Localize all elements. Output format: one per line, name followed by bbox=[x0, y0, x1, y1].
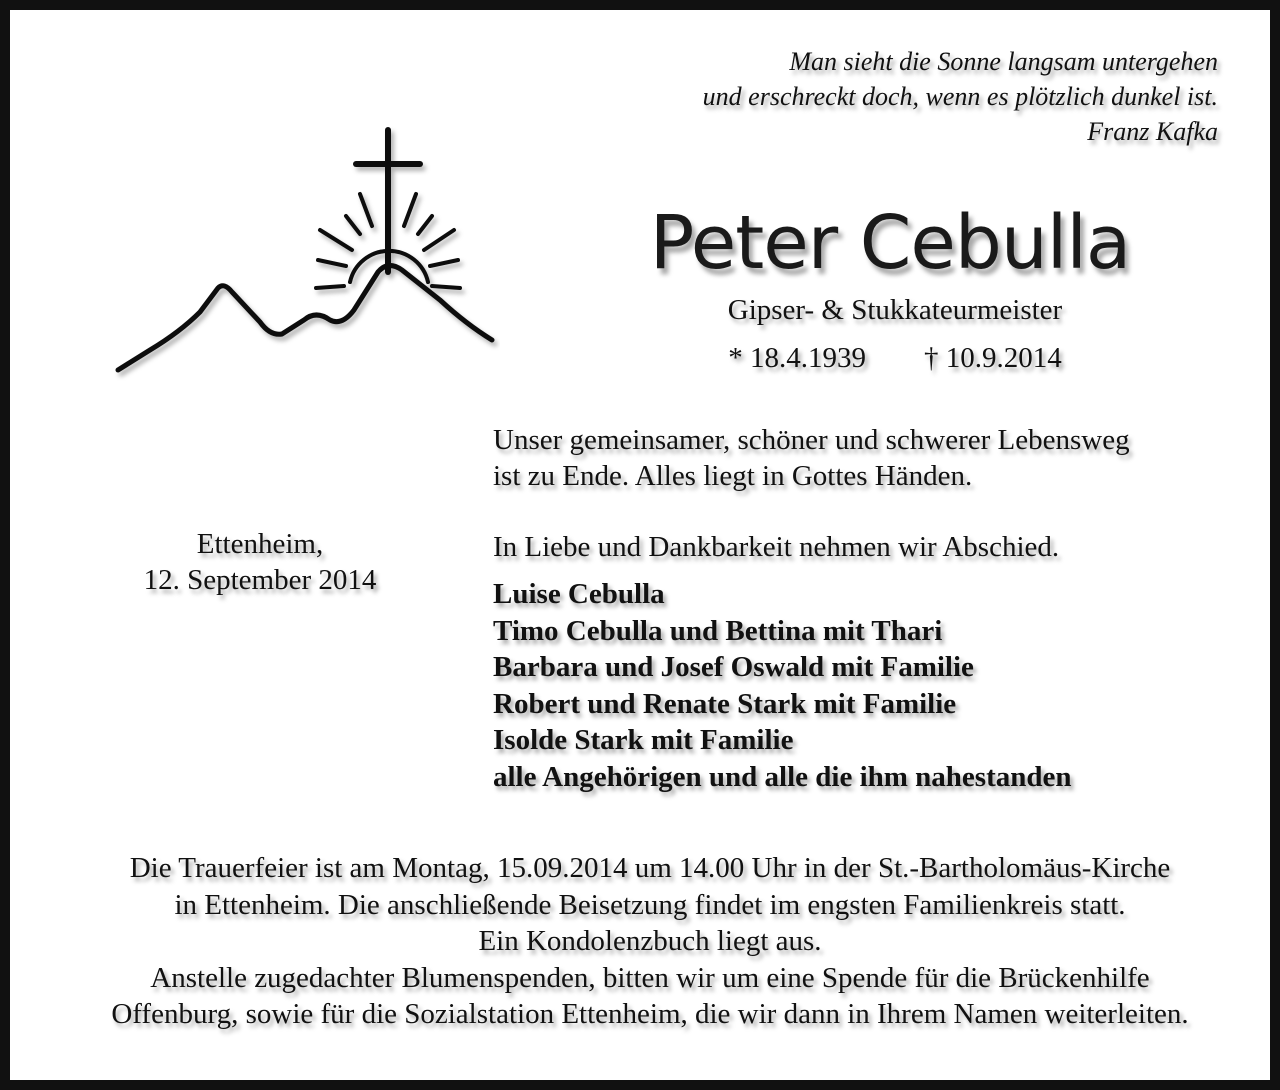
message-block bbox=[493, 422, 1253, 565]
mourner-item: Isolde Stark mit Familie bbox=[493, 724, 794, 757]
quote-line-2: und erschreckt doch, wenn es plötzlich dunkel ist. bbox=[702, 82, 1218, 111]
place-date: 12. September 2014 bbox=[143, 564, 377, 596]
birth-date: * 18.4.1939 bbox=[728, 342, 866, 374]
message-line-1: Unser gemeinsamer, schöner und schwerer Lebensweg bbox=[493, 424, 1130, 456]
quote-block bbox=[518, 44, 1218, 149]
mourners-list bbox=[493, 576, 1253, 796]
mourner-item: Robert und Renate Stark mit Familie bbox=[493, 687, 957, 720]
farewell-line: In Liebe und Dankbarkeit nehmen wir Abschied. bbox=[493, 531, 1060, 563]
footer-line-5: Offenburg, sowie für die Sozialstation Ettenheim, die wir dann in Ihrem Namen weiterleiten. bbox=[111, 998, 1189, 1030]
place-city: Ettenheim, bbox=[196, 528, 324, 560]
footer-line-4: Anstelle zugedachter Blumenspenden, bitten wir um eine Spende für die Brückenhilfe bbox=[150, 961, 1150, 994]
place-date-block bbox=[90, 526, 430, 598]
funeral-notice bbox=[30, 850, 1270, 1033]
footer-line-1: Die Trauerfeier ist am Montag, 15.09.2014 um 14.00 Uhr in der St.-Bartholomäus-Kirche bbox=[129, 852, 1171, 884]
mourner-item: alle Angehörigen und alle die ihm nahestanden bbox=[493, 760, 1072, 793]
message-line-2: ist zu Ende. Alles liegt in Gottes Händen. bbox=[493, 460, 973, 492]
mourner-item: Timo Cebulla und Bettina mit Thari bbox=[493, 614, 943, 647]
life-dates bbox=[610, 340, 1180, 376]
footer-line-3: Ein Kondolenzbuch liegt aus. bbox=[478, 925, 822, 957]
death-date: † 10.9.2014 bbox=[924, 342, 1062, 374]
cross-mountain-sunrise-icon bbox=[110, 122, 500, 382]
deceased-name: Peter Cebulla bbox=[649, 200, 1131, 286]
mourner-item: Barbara und Josef Oswald mit Familie bbox=[493, 651, 974, 684]
footer-line-2: in Ettenheim. Die anschließende Beisetzung findet im engsten Familienkreis statt. bbox=[174, 888, 1126, 921]
quote-author: Franz Kafka bbox=[1087, 117, 1218, 146]
deceased-profession: Gipser- & Stukkateurmeister bbox=[727, 294, 1063, 326]
mourner-item: Luise Cebulla bbox=[493, 578, 665, 610]
quote-line-1: Man sieht die Sonne langsam untergehen bbox=[789, 47, 1218, 76]
